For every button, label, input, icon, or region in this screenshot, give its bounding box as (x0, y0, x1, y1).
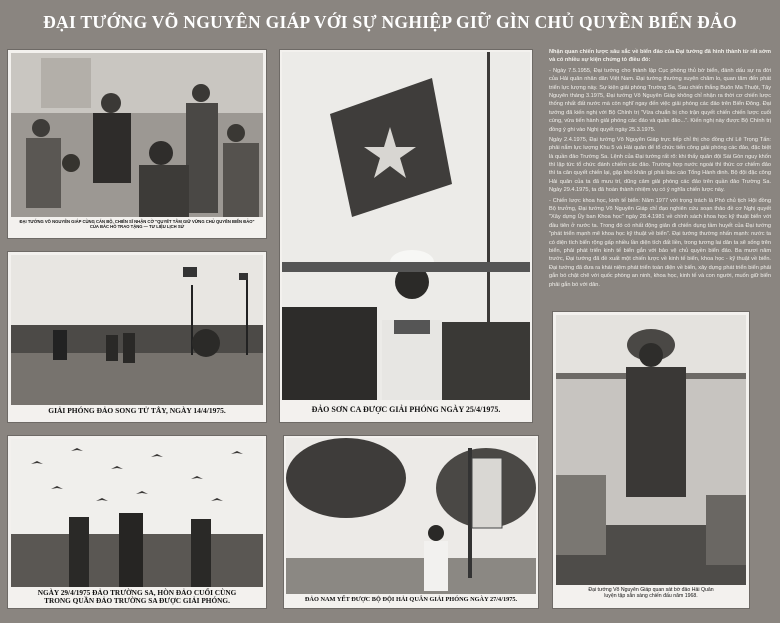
article-paragraph: - Ngày 7.5.1955, Đại tướng cho thành lập Cục phòng thủ bờ biển, đánh dấu sự ra đời của Hải quân nhân dân Việt Nam. Đại tướng thường xuyên chăm lo, quan tâm đến phát triển lực lượng này. Sự kiện giải phóng Trường Sa, Sau chiến thắng Buôn Ma Thuột, Tây Nguyên tháng 3.1975, Đại tướng Võ Nguyên Giáp không chỉ nhận ra thời cơ chiến lược thống nhất đất nước mà còn nghĩ ngay đến việc giải phóng các đảo trên Biển Đông. Đại tướng đã kiến nghị với Bộ Chính trị "Vừa chuẩn bị cho trận quyết chiến chiến lược cuối cùng, vừa tiến hành giải phóng các đảo và quần đảo...". Kiến nghị này được Bộ Chính trị đồng ý ghi vào Nghị quyết ngày 25.3.1975. (549, 67, 771, 133)
photo-caption: GIẢI PHÓNG ĐẢO SONG TỬ TÂY, NGÀY 14/4/1975. (48, 406, 226, 415)
caption-line: ĐẠI TƯỚNG VÕ NGUYÊN GIÁP CÙNG CÁN BỘ, CHIẾN SĨ NHẬN CỜ "QUYẾT TÂM GIỮ VỮNG CHỦ QUYỀN BIỂN ĐẢO" (19, 219, 255, 224)
article-paragraph: Ngày 2.4.1975, Đại tướng Võ Nguyên Giáp trực tiếp chỉ thị cho đồng chí Lê Trọng Tấn: phải nắm lực lượng Khu 5 và Hải quân để tổ chức tiến công giải phóng các đảo, đặc biệt là quần đảo Trường Sa. Lệnh của Đại tướng rất rõ: khi thấy quân đội Sài Gòn nguy khốn thì lập tức tổ chức đánh chiếm các đảo. Trường hợp nước ngoài thì thức cơ chiếm đảo thì ta cân quyết chiến lại, gặp khó khăn gì phải báo cáo Tổng Hành dinh. Bộ đội đặc công Hải quân của ta đã mưu trí, dũng cảm giải phóng các đảo trên quần đảo Trường Sa. Ngày 29.4.1975, ta đã hoàn thành nhiệm vụ có ý nghĩa chiến lược này. (549, 136, 771, 194)
caption-line: NGÀY 29/4/1975 ĐẢO TRƯỜNG SA, HÒN ĐẢO CUỐI CÙNG (37, 588, 237, 597)
photo-caption: ĐẢO NAM YẾT ĐƯỢC BỘ ĐỘI HẢI QUÂN GIẢI PHÓNG NGÀY 27/4/1975. (304, 596, 518, 603)
photo-song-tu-tay (11, 255, 263, 405)
photo-caption (553, 588, 749, 600)
photo-truong-sa (11, 439, 263, 587)
photo-card-son-ca (280, 50, 532, 422)
caption-line: CỦA BÁC HỒ TRAO TẶNG — TƯ LIỆU LỊCH SỬ (89, 223, 185, 229)
photo-nam-yet (286, 438, 536, 594)
article-text (549, 48, 771, 291)
photo-caption: ĐẢO SƠN CA ĐƯỢC GIẢI PHÓNG NGÀY 25/4/1975. (311, 405, 501, 414)
article-paragraph: - Chiến lược khoa học, kinh tế biển: Năm 1977 với trọng trách là Phó chủ tịch Hội đồng Bộ trưởng, Đại tướng Võ Nguyên Giáp chỉ đạo nghiên cứu soạn thảo đề cơ Nghị quyết "Xây dựng Ủy ban Khoa học" ngày 28.4.1981 về chính sách khoa học kỹ thuật biển với đầu tiên ở nước ta. Trong đó có nhất động giản đi chiến dụng tầm huyết của Đại tướng "phát triển mạnh mẽ khoa học kỹ thuật về biển". Đại tướng thường nhấn mạnh: nước ta có diện tích biển rộng gấp nhiều lần diện tích đất liền, trong tương lai dân ta sẽ sống trên biển, phải phát triển kinh tế biển gắn với bảo vệ chủ quyền biển đảo. Ba mươi năm trước, Đại tướng đã đề xuất một chiến lược về kinh tế biển, khoa học - kỹ thuật về biển. Đại tướng đã đưa ra khái niệm phát triển toàn diện về biển, xây dựng phát triển biển phải gắn bó chặt chẽ với quốc phòng an ninh, khoa học, kinh tế và con người, muốn giữ biển phải gắn bó với dân. (549, 197, 771, 288)
caption-line: TRONG QUẦN ĐẢO TRƯỜNG SA ĐƯỢC GIẢI PHÓNG. (44, 596, 230, 606)
photo-card-truong-sa (8, 436, 266, 608)
photo-card-flag-ceremony (8, 50, 266, 238)
photo-caption (8, 220, 266, 230)
photo-caption (8, 589, 266, 606)
photo-flag-ceremony (11, 53, 263, 217)
article-lead: Nhận quan chiến lược sâu sắc về biển đảo của Đại tướng đã hình thành từ rất sớm và có nhiều sự kiện chứng tỏ điều đó: (549, 49, 771, 64)
page-title: ĐẠI TƯỚNG VÕ NGUYÊN GIÁP VỚI SỰ NGHIỆP GIỮ GÌN CHỦ QUYỀN BIỂN ĐẢO (43, 12, 737, 32)
photo-card-song-tu-tay (8, 252, 266, 422)
caption-line: luyện tập sẵn sàng chiến đấu năm 1968. (604, 592, 698, 599)
photo-card-observation (553, 312, 749, 608)
caption-line: Đại tướng Võ Nguyên Giáp quan sát bờ đảo Hải Quân (588, 587, 714, 593)
photo-observation (556, 315, 746, 585)
photo-son-ca (282, 52, 530, 400)
photo-card-nam-yet (284, 436, 538, 608)
